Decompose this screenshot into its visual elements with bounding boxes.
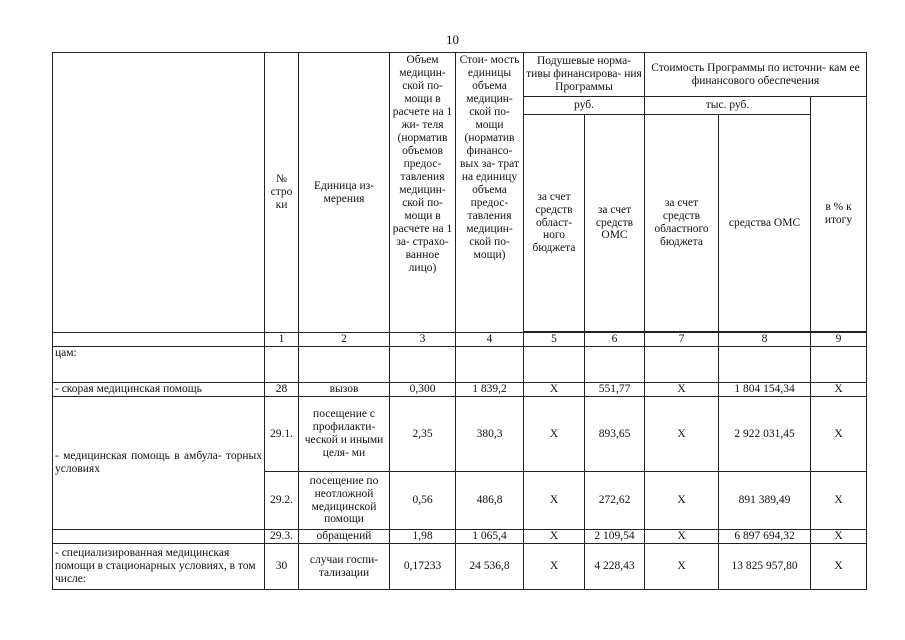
row-number: 29.1. (265, 397, 299, 472)
column-number-empty (53, 333, 265, 347)
row-label-emergency: - скорая медицинская помощь (53, 383, 265, 397)
row-col5: Х (524, 383, 585, 397)
row-col8: 6 897 694,32 (719, 530, 811, 544)
row-label-inpatient: - специализированная медицинская помощи в стационарных условиях, в том числе: (53, 544, 265, 590)
row-unit: обращений (299, 530, 390, 544)
header-program-cost-unit: тыс. руб. (645, 97, 811, 115)
row-unit: посещение с профилакти- ческой и иными целя- ми (299, 397, 390, 472)
row-col6: 551,77 (585, 383, 645, 397)
row-col8: 13 825 957,80 (719, 544, 811, 590)
row-label-empty (53, 530, 265, 544)
row-col7: Х (645, 472, 719, 530)
row-col9: Х (811, 544, 867, 590)
row-volume: 1,98 (390, 530, 456, 544)
row-volume: 0,56 (390, 472, 456, 530)
header-regional-budget-per-capita: за счет средств област- ного бюджета (524, 115, 585, 332)
row-col5: Х (524, 472, 585, 530)
header-cost: Стои- мость единицы объема медицин- ской по- мощи (норматив финансо- вых за- трат на единицу объема предос- тавления медицин- ской по- мощи) (456, 53, 524, 333)
column-number: 8 (719, 333, 811, 347)
row-col7: Х (645, 544, 719, 590)
row-label-outpatient: - медицинская помощь в амбула- торных условиях (53, 397, 265, 530)
column-numbers-row (53, 333, 867, 347)
column-number: 4 (456, 333, 524, 347)
row-unit: случаи госпи- тализации (299, 544, 390, 590)
column-number: 3 (390, 333, 456, 347)
row-unit: посещение по неотложной медицинской помощи (299, 472, 390, 530)
row-unit: вызов (299, 383, 390, 397)
header-row-number: № стро ки (265, 53, 299, 333)
row-number: 28 (265, 383, 299, 397)
row-col5: Х (524, 530, 585, 544)
header-oms-total: средства ОМС (719, 115, 811, 332)
header-per-capita-unit: руб. (524, 97, 645, 115)
row-col9: Х (811, 397, 867, 472)
column-number: 6 (585, 333, 645, 347)
row-col5: Х (524, 544, 585, 590)
row-col8: 2 922 031,45 (719, 397, 811, 472)
page-number: 10 (446, 32, 459, 47)
header-percent-total: в % к итогу (811, 97, 867, 332)
header-volume: Объем медицин- ской по- мощи в расчете на 1 жи- теля (норматив объемов предос- тавления медицин- ской по- мощи в расчете на 1 за- страхо- ванное лицо) (390, 53, 456, 333)
row-cost: 380,3 (456, 397, 524, 472)
table-row (53, 383, 867, 397)
row-cost: 1 839,2 (456, 383, 524, 397)
header-empty-cell (53, 53, 265, 333)
row-col6: 4 228,43 (585, 544, 645, 590)
row-col6: 2 109,54 (585, 530, 645, 544)
row-col9: Х (811, 472, 867, 530)
row-col5: Х (524, 397, 585, 472)
row-cost: 1 065,4 (456, 530, 524, 544)
row-col8: 891 389,49 (719, 472, 811, 530)
row-col9: Х (811, 383, 867, 397)
row-volume: 0,300 (390, 383, 456, 397)
header-per-capita-group: Подушевые норма- тивы финансирова- ния Программы (524, 53, 645, 97)
row-volume: 0,17233 (390, 544, 456, 590)
row-label-continuation: цам: (53, 347, 265, 383)
row-col7: Х (645, 530, 719, 544)
table-row (53, 530, 867, 544)
row-cost: 24 536,8 (456, 544, 524, 590)
column-number: 5 (524, 333, 585, 347)
row-col7: Х (645, 383, 719, 397)
row-volume: 2,35 (390, 397, 456, 472)
header-unit: Единица из- мерения (299, 53, 390, 333)
header-oms-per-capita: за счет средств ОМС (585, 115, 645, 332)
header-program-cost-group: Стоимость Программы по источни- кам ее финансового обеспечения (645, 53, 867, 97)
row-col9: Х (811, 530, 867, 544)
row-number: 29.2. (265, 472, 299, 530)
row-cost: 486,8 (456, 472, 524, 530)
row-col6: 893,65 (585, 397, 645, 472)
table-row (53, 544, 867, 590)
table-row (53, 347, 867, 383)
row-col7: Х (645, 397, 719, 472)
program-cost-table (52, 52, 867, 590)
table-row (53, 397, 867, 472)
row-col6: 272,62 (585, 472, 645, 530)
row-col8: 1 804 154,34 (719, 383, 811, 397)
row-number: 30 (265, 544, 299, 590)
column-number: 1 (265, 333, 299, 347)
header-regional-budget-total: за счет средств областного бюджета (645, 115, 719, 332)
column-number: 7 (645, 333, 719, 347)
row-number: 29.3. (265, 530, 299, 544)
column-number: 2 (299, 333, 390, 347)
column-number: 9 (811, 333, 867, 347)
